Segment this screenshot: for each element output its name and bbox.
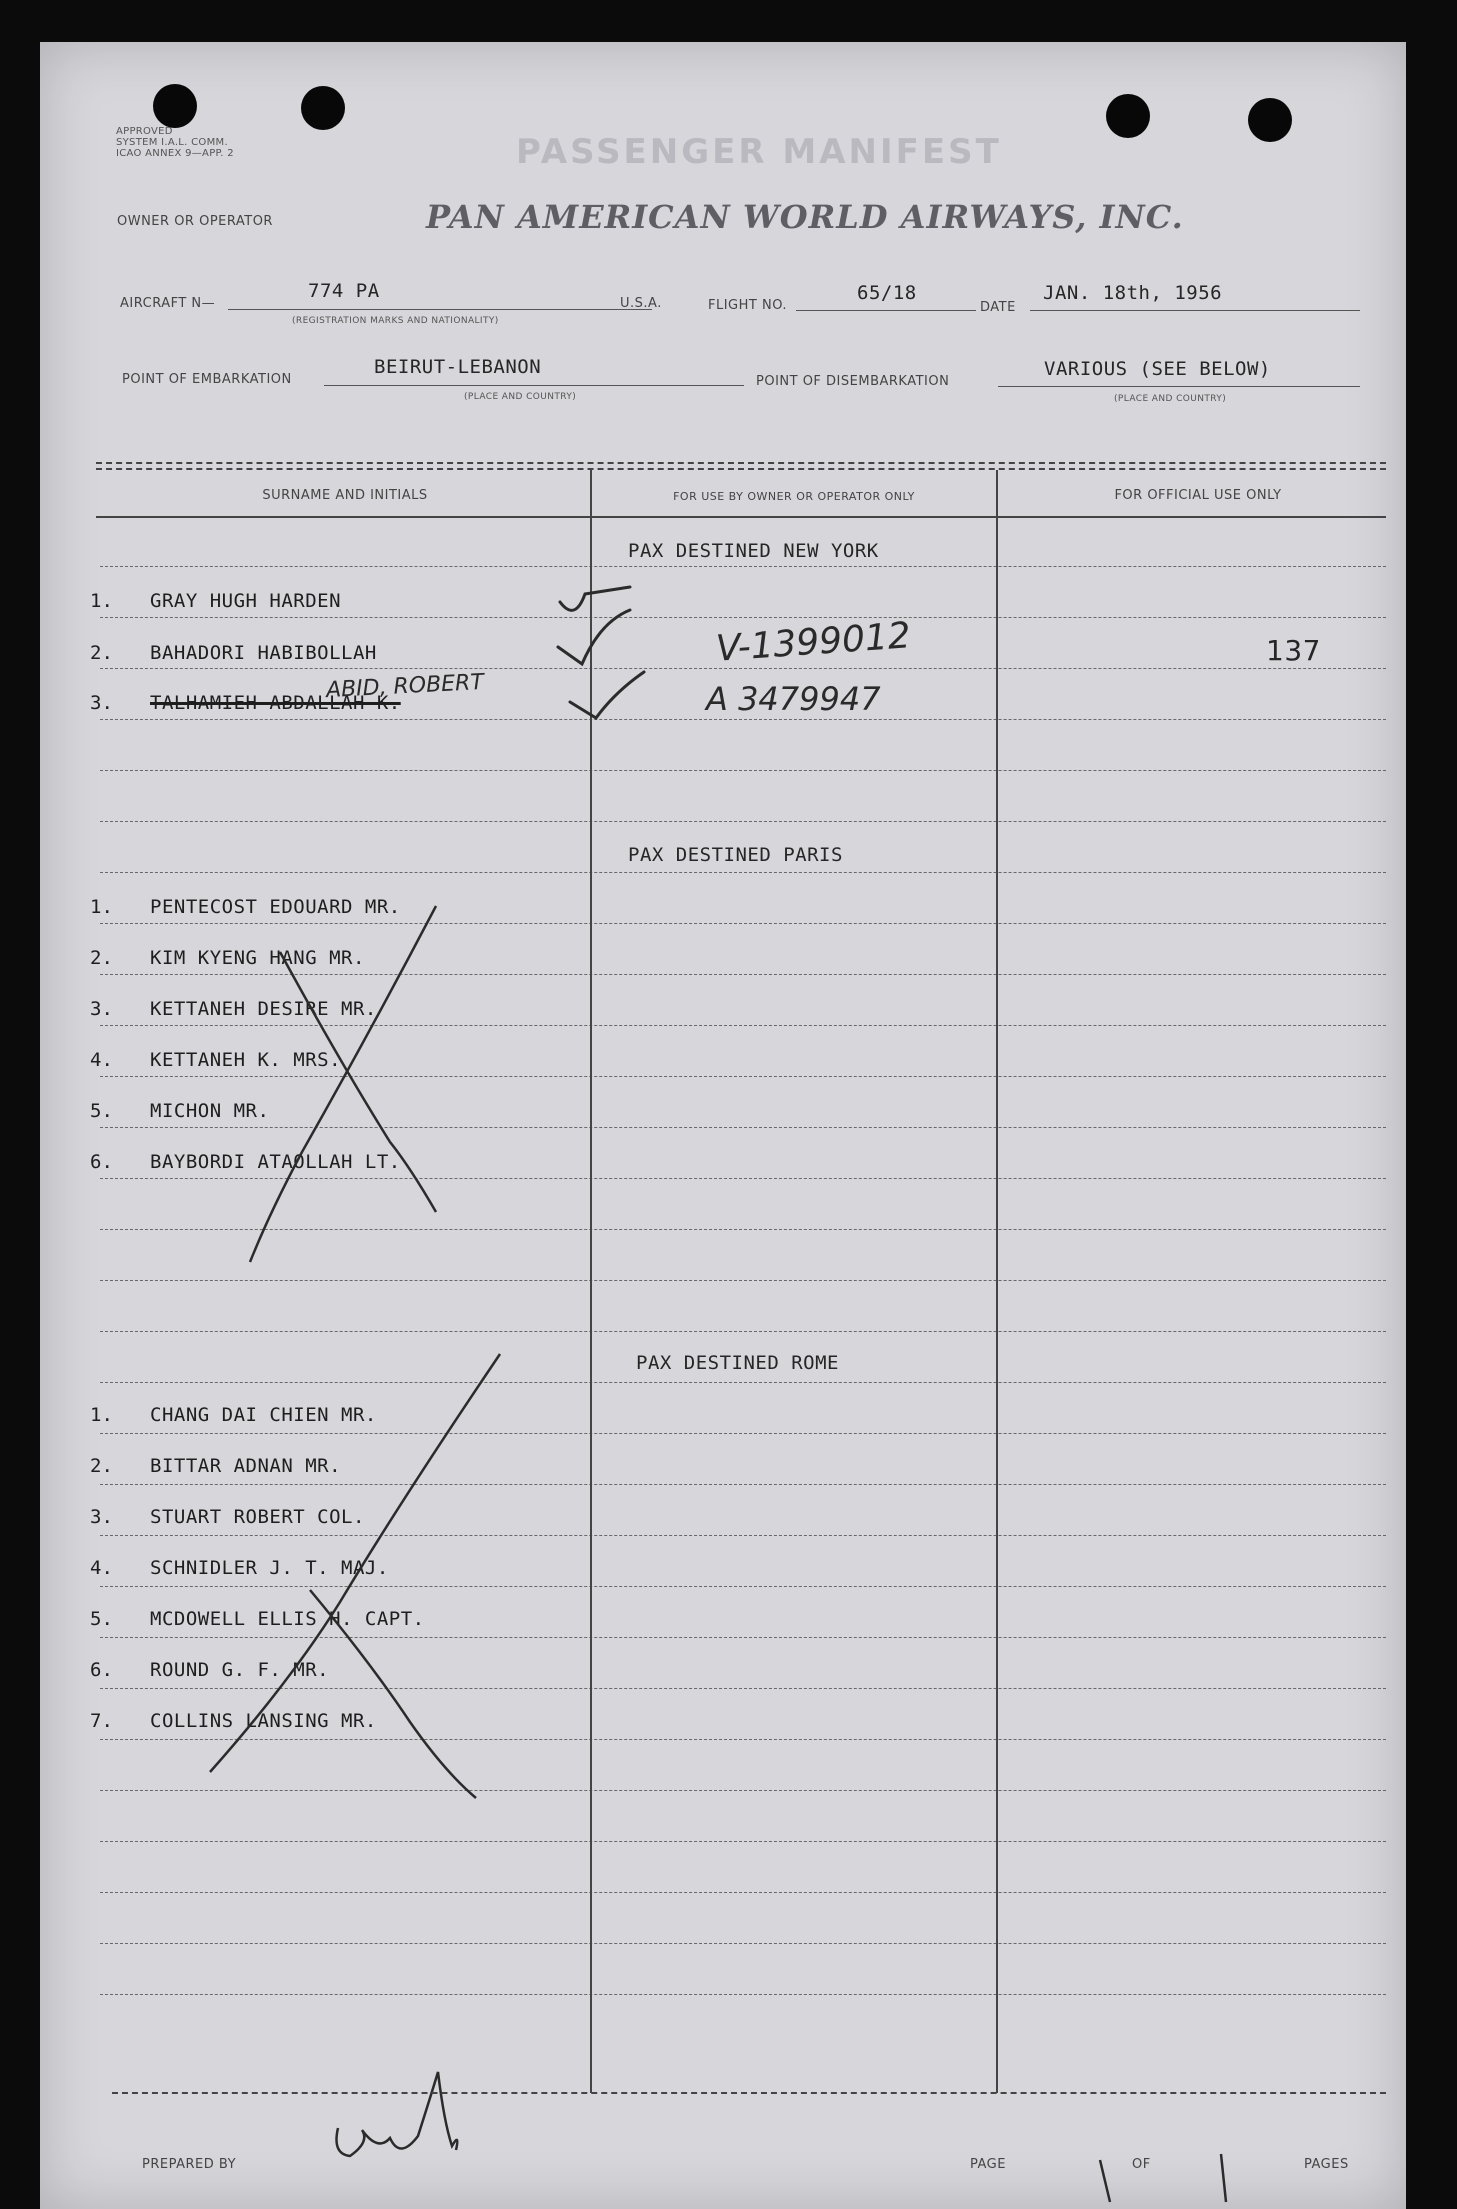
passenger-name: CHANG DAI CHIEN MR. xyxy=(150,1404,377,1426)
table-top-rule xyxy=(96,468,1386,470)
disembark-label: POINT OF DISEMBARKATION xyxy=(756,374,950,389)
row-rule xyxy=(100,1892,1386,1893)
passenger-name: STUART ROBERT COL. xyxy=(150,1506,365,1528)
passenger-number: 2. xyxy=(90,947,113,969)
group-heading-rome: PAX DESTINED ROME xyxy=(636,1352,839,1374)
total-pages-mark xyxy=(1221,2154,1226,2202)
passenger-number: 3. xyxy=(90,998,113,1020)
row-rule xyxy=(100,1994,1386,1995)
owner-note: V-1399012 xyxy=(714,615,913,670)
group-heading-new-york: PAX DESTINED NEW YORK xyxy=(628,540,879,562)
form-title: PASSENGER MANIFEST xyxy=(516,132,1002,172)
passenger-row xyxy=(40,1139,1406,1191)
passenger-name: BITTAR ADNAN MR. xyxy=(150,1455,342,1477)
manifest-sheet xyxy=(40,42,1406,2209)
passenger-row xyxy=(40,1392,1406,1444)
row-rule xyxy=(100,821,1386,822)
page-label: PAGE xyxy=(970,2157,1006,2172)
date-underline xyxy=(1030,310,1360,311)
passenger-name: KETTANEH DESIRE MR. xyxy=(150,998,377,1020)
pages-label: PAGES xyxy=(1304,2157,1349,2172)
header-rule xyxy=(96,516,1386,518)
flight-value: 65/18 xyxy=(857,282,917,304)
passenger-row xyxy=(40,1494,1406,1546)
row-rule xyxy=(100,1280,1386,1281)
row-rule xyxy=(100,1331,1386,1332)
row-rule xyxy=(100,1943,1386,1944)
passenger-name: BAHADORI HABIBOLLAH xyxy=(150,642,377,664)
passenger-name: GRAY HUGH HARDEN xyxy=(150,590,342,612)
passenger-number: 6. xyxy=(90,1659,113,1681)
prepared-by-label: PREPARED BY xyxy=(142,2157,237,2172)
of-label: OF xyxy=(1132,2157,1151,2172)
surname-column-header: SURNAME AND INITIALS xyxy=(262,488,428,503)
aircraft-label: AIRCRAFT N— xyxy=(120,296,216,311)
passenger-row xyxy=(40,578,1406,630)
date-label: DATE xyxy=(980,300,1016,315)
passenger-row xyxy=(40,1088,1406,1140)
row-rule xyxy=(100,1382,1386,1383)
name-correction: ABID, ROBERT xyxy=(325,669,485,704)
passenger-number: 1. xyxy=(90,1404,113,1426)
passenger-name: ROUND G. F. MR. xyxy=(150,1659,330,1681)
passenger-name: MICHON MR. xyxy=(150,1100,270,1122)
passenger-number: 2. xyxy=(90,642,113,664)
passenger-name: COLLINS LANSING MR. xyxy=(150,1710,377,1732)
flight-underline xyxy=(796,310,976,311)
official-use-column-header: FOR OFFICIAL USE ONLY xyxy=(1114,488,1282,503)
approval-note: APPROVED SYSTEM I.A.L. COMM. ICAO ANNEX 9—APP. 2 xyxy=(116,126,234,159)
passenger-number: 1. xyxy=(90,896,113,918)
passenger-row xyxy=(40,1596,1406,1648)
embark-value: BEIRUT-LEBANON xyxy=(374,356,542,378)
passenger-name: MCDOWELL ELLIS H. CAPT. xyxy=(150,1608,425,1630)
operator-name: PAN AMERICAN WORLD AIRWAYS, INC. xyxy=(426,198,1184,236)
passenger-number: 4. xyxy=(90,1557,113,1579)
punch-hole xyxy=(153,84,197,128)
passenger-row xyxy=(40,986,1406,1038)
passenger-row xyxy=(40,1545,1406,1597)
passenger-number: 5. xyxy=(90,1100,113,1122)
passenger-name: SCHNIDLER J. T. MAJ. xyxy=(150,1557,389,1579)
row-rule xyxy=(100,1841,1386,1842)
passenger-row xyxy=(40,935,1406,987)
passenger-name: TALHAMIEH ABDALLAH K. xyxy=(150,692,401,714)
passenger-number: 1. xyxy=(90,590,113,612)
signature-mark xyxy=(337,2072,458,2156)
passenger-row xyxy=(40,1443,1406,1495)
row-rule xyxy=(100,770,1386,771)
group-heading-paris: PAX DESTINED PARIS xyxy=(628,844,843,866)
aircraft-value: 774 PA xyxy=(308,280,380,302)
disembark-caption: (PLACE AND COUNTRY) xyxy=(1114,394,1227,404)
row-rule xyxy=(100,872,1386,873)
passenger-row xyxy=(40,1647,1406,1699)
passenger-name: KIM KYENG HANG MR. xyxy=(150,947,365,969)
punch-hole xyxy=(1106,94,1150,138)
official-note: 137 xyxy=(1266,634,1321,667)
passenger-number: 4. xyxy=(90,1049,113,1071)
owner-note: A 3479947 xyxy=(706,680,881,718)
punch-hole xyxy=(301,86,345,130)
passenger-number: 6. xyxy=(90,1151,113,1173)
embark-caption: (PLACE AND COUNTRY) xyxy=(464,392,577,402)
page-number-mark xyxy=(1100,2160,1110,2202)
passenger-row xyxy=(40,1698,1406,1750)
disembark-underline xyxy=(998,386,1360,387)
passenger-number: 2. xyxy=(90,1455,113,1477)
passenger-number: 7. xyxy=(90,1710,113,1732)
passenger-number: 3. xyxy=(90,692,113,714)
row-rule xyxy=(100,1790,1386,1791)
passenger-number: 3. xyxy=(90,1506,113,1528)
row-rule xyxy=(100,1229,1386,1230)
aircraft-underline xyxy=(228,309,652,310)
row-rule xyxy=(100,566,1386,567)
table-top-rule xyxy=(96,462,1386,464)
date-value: JAN. 18th, 1956 xyxy=(1043,282,1223,304)
embark-underline xyxy=(324,385,744,386)
usa-label: U.S.A. xyxy=(620,296,662,311)
owner-label: OWNER OR OPERATOR xyxy=(117,214,273,229)
passenger-name: PENTECOST EDOUARD MR. xyxy=(150,896,401,918)
passenger-name: KETTANEH K. MRS. xyxy=(150,1049,342,1071)
owner-use-column-header: FOR USE BY OWNER OR OPERATOR ONLY xyxy=(673,490,915,503)
passenger-row xyxy=(40,1037,1406,1089)
registration-caption: (REGISTRATION MARKS AND NATIONALITY) xyxy=(292,316,499,326)
disembark-value: VARIOUS (SEE BELOW) xyxy=(1044,358,1271,380)
passenger-row xyxy=(40,884,1406,936)
footer-rule xyxy=(112,2092,1386,2094)
passenger-number: 5. xyxy=(90,1608,113,1630)
passenger-name: BAYBORDI ATAOLLAH LT. xyxy=(150,1151,401,1173)
flight-label: FLIGHT NO. xyxy=(708,298,788,313)
embark-label: POINT OF EMBARKATION xyxy=(122,372,292,387)
punch-hole xyxy=(1248,98,1292,142)
